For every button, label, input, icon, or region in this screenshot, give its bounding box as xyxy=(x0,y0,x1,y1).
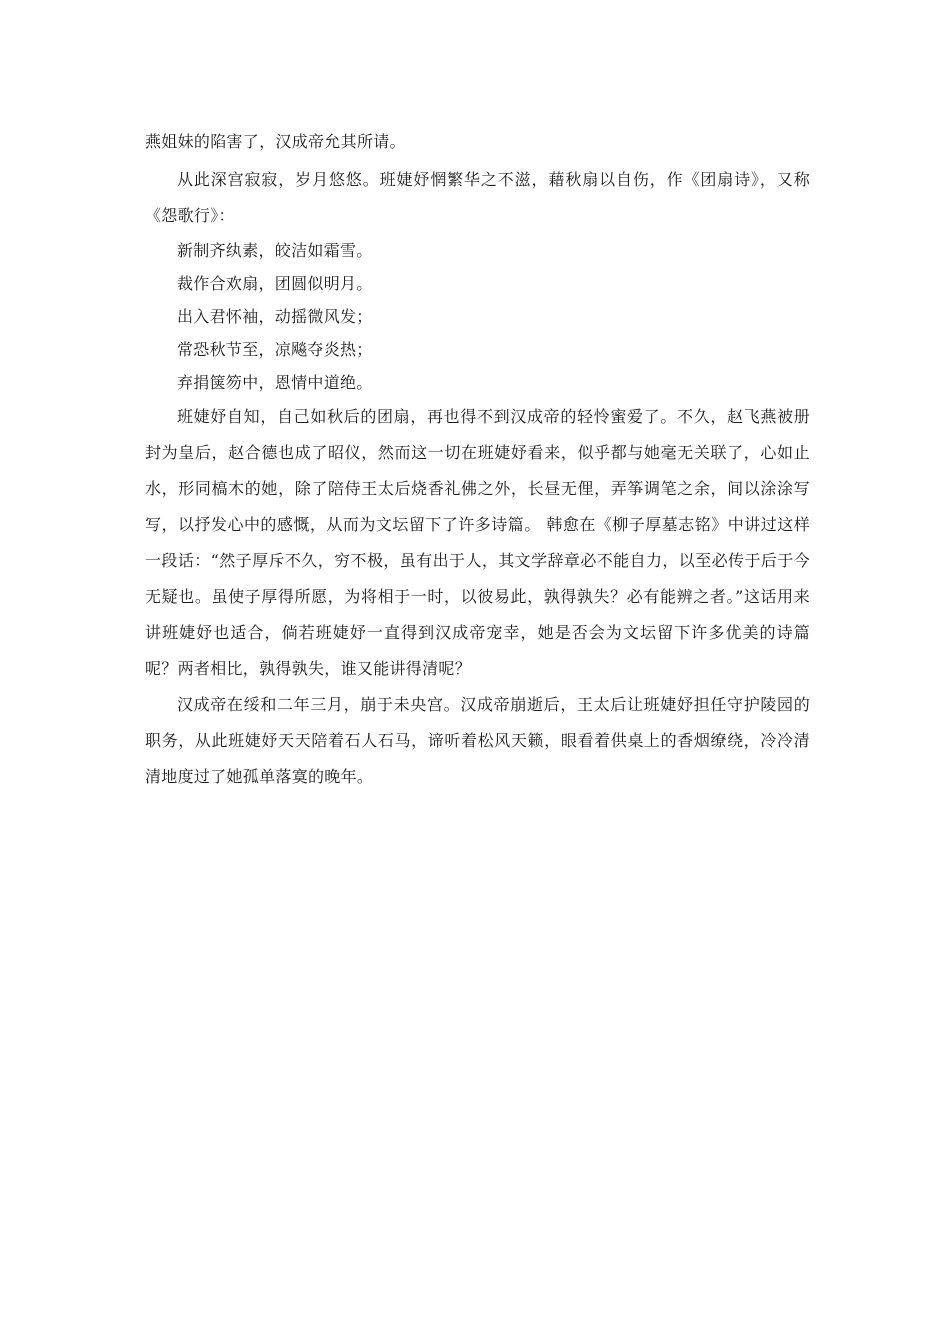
poem-line: 新制齐纨素，皎洁如霜雪。 xyxy=(177,241,373,260)
paragraph-continuation: 燕姐妹的陷害了，汉成帝允其所请。 xyxy=(145,132,406,151)
paragraph-poem-intro: 从此深宫寂寂，岁月悠悠。班婕妤惘繁华之不滋，藉秋扇以自伤，作《团扇诗》，又称《怨歌行》： xyxy=(145,170,810,225)
document-body xyxy=(145,124,810,795)
poem-line: 出入君怀袖，动摇微风发； xyxy=(177,307,373,326)
poem-line: 弃捐箧笏中，恩情中道绝。 xyxy=(177,373,373,392)
poem-block xyxy=(145,234,810,399)
poem-line: 裁作合欢扇，团圆似明月。 xyxy=(177,274,373,293)
paragraph-reflection: 班婕妤自知，自己如秋后的团扇，再也得不到汉成帝的轻怜蜜爱了。不久，赵飞燕被册封为皇后，赵合德也成了昭仪，然而这一切在班婕妤看来，似乎都与她毫无关联了，心如止水，形同槁木的她，除了陪侍王太后烧香礼佛之外，长昼无俚，弄筝调笔之余，间以涂涂写写，以抒发心中的感慨，从而为文坛留下了许多诗篇。 韩愈在《柳子厚墓志铭》中讲过这样一段话：“然子厚斥不久，穷不极，虽有出于人，其文学辞章必不能自力，以至必传于后于今无疑也。虽使子厚得所愿，为将相于一时，以彼易此，孰得孰失？必有能辨之者。”这话用来讲班婕妤也适合，倘若班婕妤一直得到汉成帝宠幸，她是否会为文坛留下许多优美的诗篇呢？两者相比，孰得孰失，谁又能讲得清呢？ xyxy=(145,407,810,678)
paragraph-ending: 汉成帝在绥和二年三月，崩于未央宫。汉成帝崩逝后，王太后让班婕妤担任守护陵园的职务，从此班婕妤天天陪着石人石马，谛听着松风天籁，眼看着供桌上的香烟缭绕，冷冷清清地度过了她孤单落寞的晚年。 xyxy=(145,695,810,786)
poem-line: 常恐秋节至，凉飚夺炎热； xyxy=(177,340,373,359)
